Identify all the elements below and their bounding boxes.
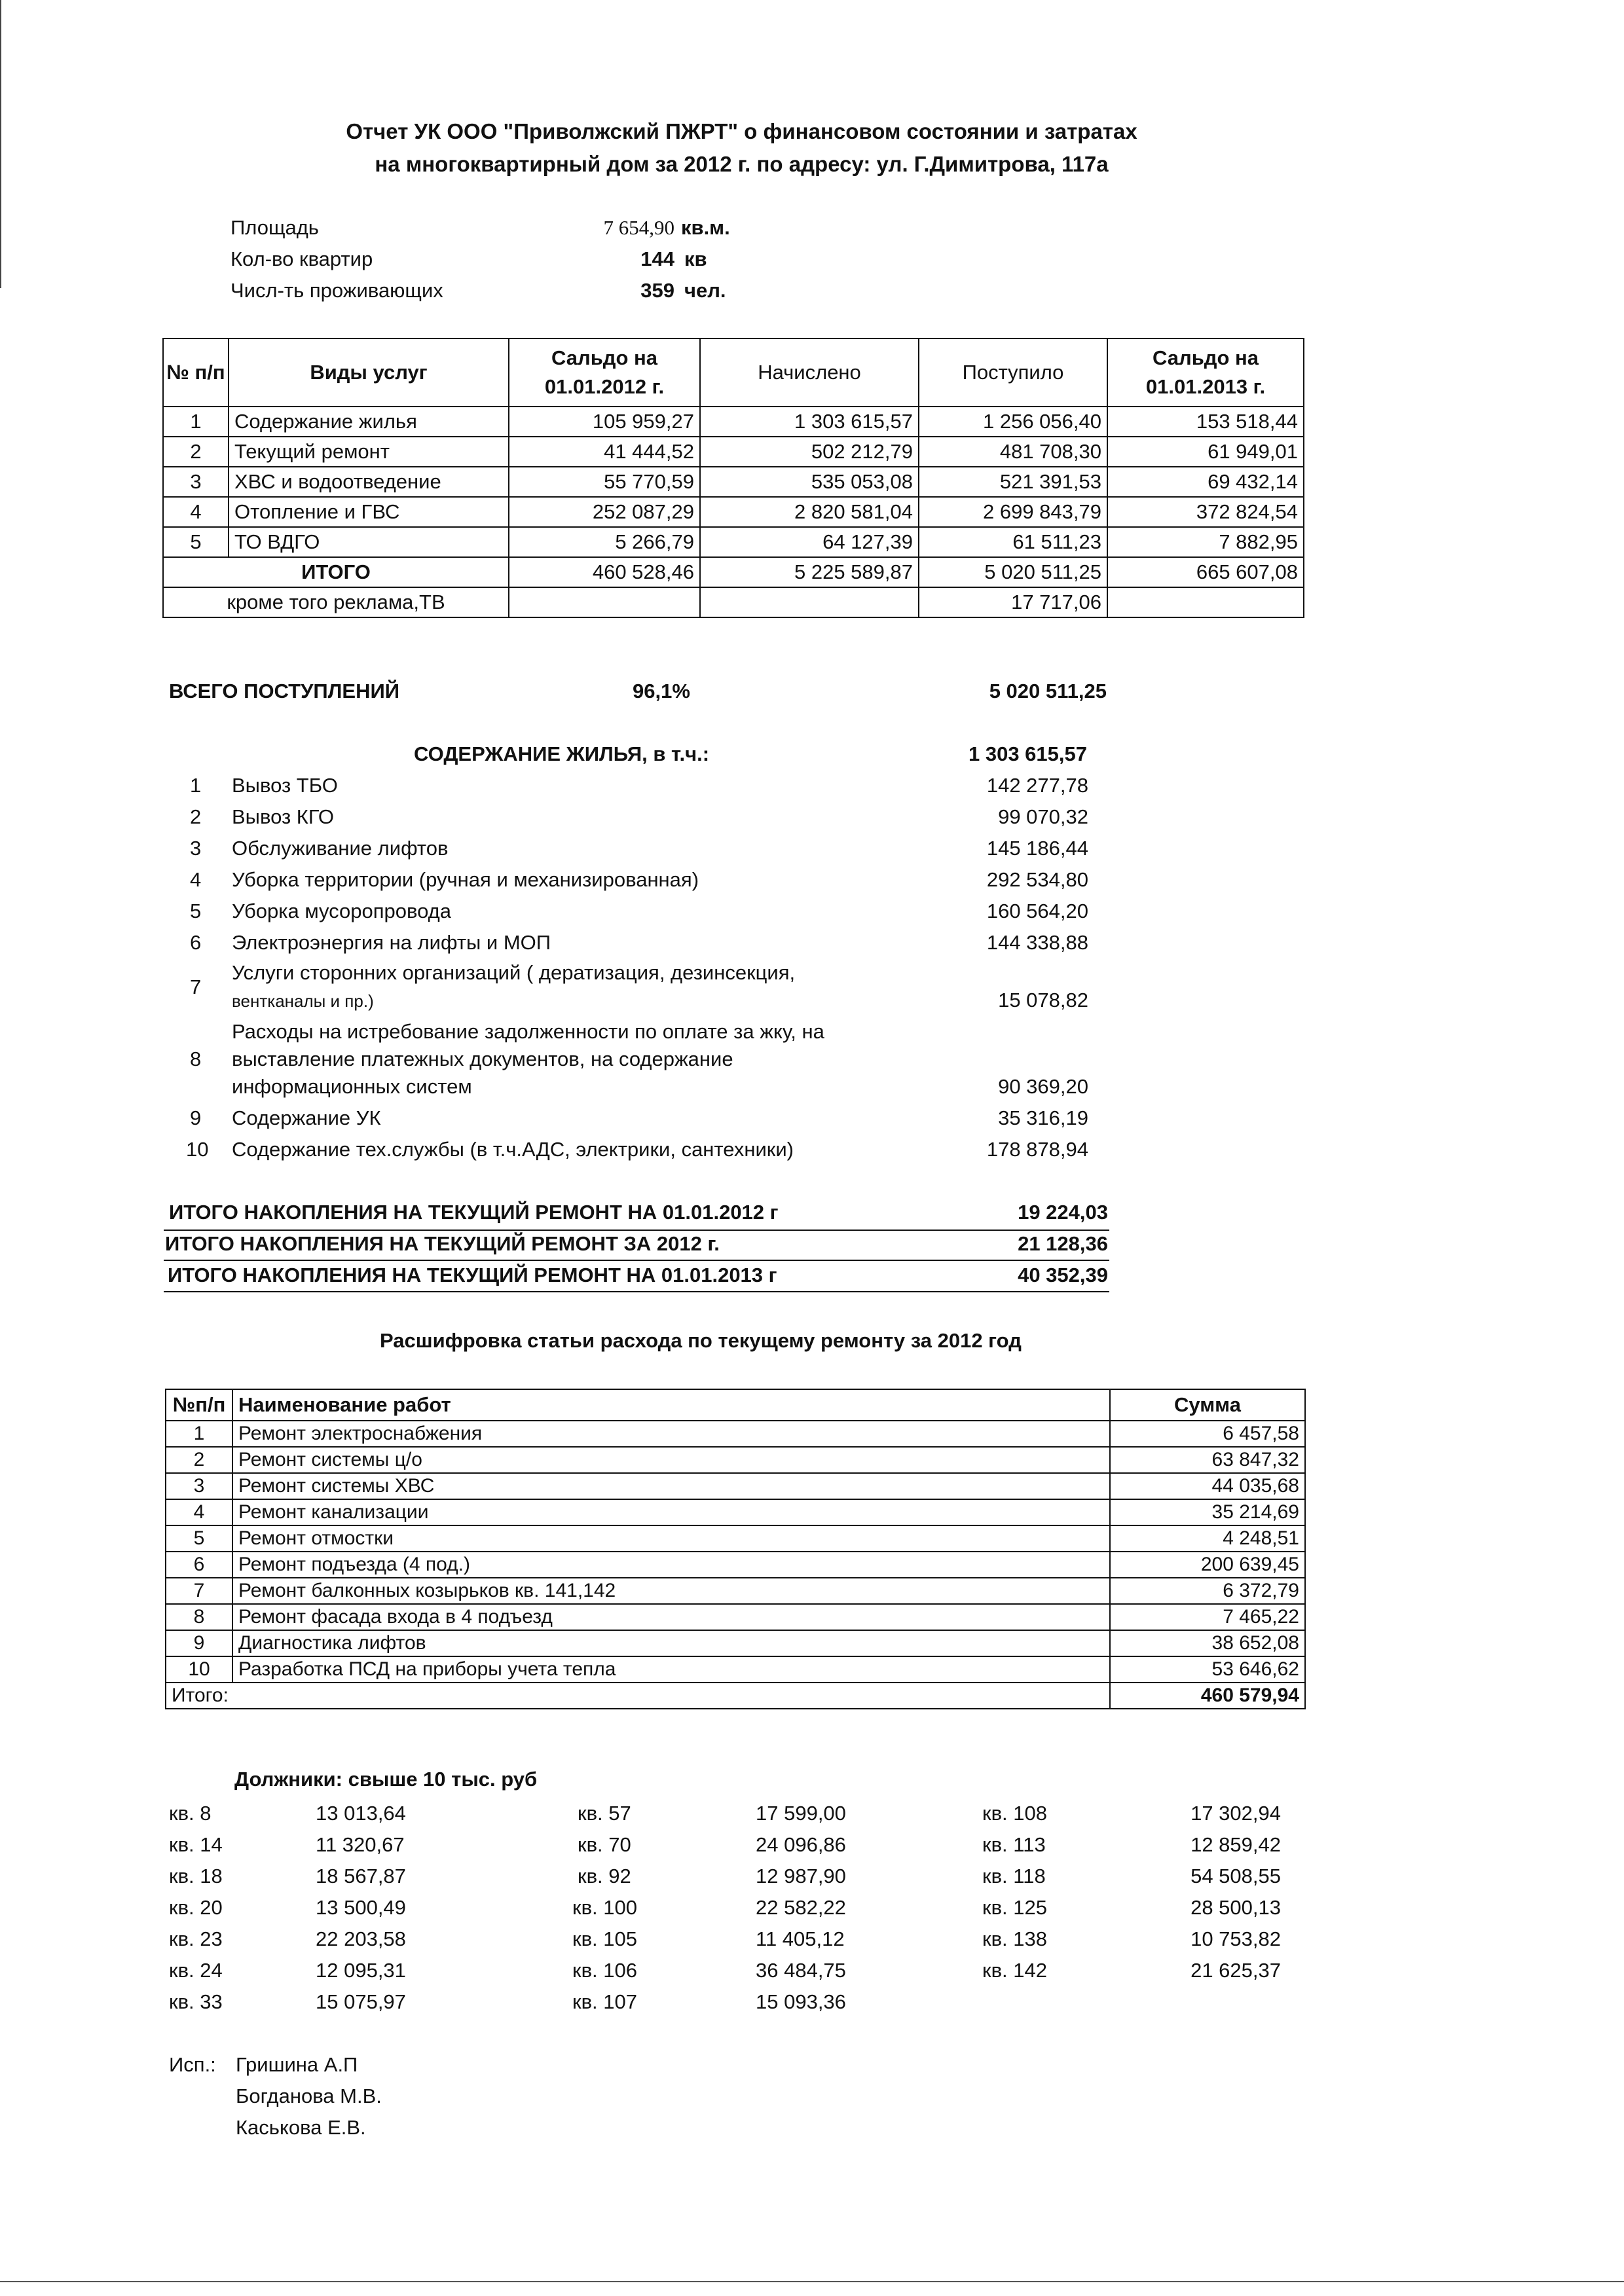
debtors-heading: Должники: свыше 10 тыс. руб xyxy=(234,1768,538,1791)
item-num: 8 xyxy=(190,1048,202,1070)
debtor-amount: 10 753,82 xyxy=(1190,1927,1281,1950)
table-row xyxy=(163,467,1304,497)
table-row xyxy=(163,437,1304,467)
item-value: 35 316,19 xyxy=(998,1106,1088,1129)
item-value: 178 878,94 xyxy=(986,1138,1088,1161)
header-service: Виды услуг xyxy=(229,338,509,407)
debtor-amount: 15 093,36 xyxy=(756,1990,846,2013)
debtor-apt: кв. 18 xyxy=(169,1865,223,1887)
row-sum: 200 639,45 xyxy=(1110,1552,1305,1578)
executor-name: Гришина А.П xyxy=(236,2053,358,2076)
row-num: 1 xyxy=(166,1421,232,1447)
divider-line xyxy=(164,1230,1109,1231)
document-title xyxy=(0,115,1483,181)
item-label: Уборка мусоропровода xyxy=(232,900,452,922)
table-row xyxy=(166,1630,1305,1656)
row-work-name: Ремонт канализации xyxy=(232,1499,1110,1525)
debtor-apt: кв. 14 xyxy=(169,1833,223,1856)
row-num: 4 xyxy=(163,497,229,527)
debtor-apt: кв. 33 xyxy=(169,1990,223,2013)
row-num: 3 xyxy=(166,1473,232,1499)
debtor-amount: 17 302,94 xyxy=(1190,1802,1281,1825)
row-saldo-end: 61 949,01 xyxy=(1107,437,1304,467)
accumulation-label-year: ИТОГО НАКОПЛЕНИЯ НА ТЕКУЩИЙ РЕМОНТ ЗА 2012 г. xyxy=(165,1232,720,1255)
row-charged: 2 820 581,04 xyxy=(700,497,919,527)
debtor-amount: 12 095,31 xyxy=(316,1959,406,1982)
row-service: ХВС и водоотведение xyxy=(229,467,509,497)
row-saldo-start: 5 266,79 xyxy=(509,527,700,557)
row-saldo-start: 252 087,29 xyxy=(509,497,700,527)
executor-name: Богданова М.В. xyxy=(236,2085,382,2107)
debtor-amount: 22 582,22 xyxy=(756,1896,846,1919)
row-work-name: Ремонт подъезда (4 под.) xyxy=(232,1552,1110,1578)
item-label: Уборка территории (ручная и механизированная) xyxy=(232,868,699,891)
item-label: Вывоз КГО xyxy=(232,805,335,828)
row-saldo-end: 372 824,54 xyxy=(1107,497,1304,527)
header-saldo-start: Сальдо на 01.01.2012 г. xyxy=(509,338,700,407)
services-header-row xyxy=(163,338,1304,407)
debtor-amount: 22 203,58 xyxy=(316,1927,406,1950)
row-service: Отопление и ГВС xyxy=(229,497,509,527)
info-unit-residents: чел. xyxy=(684,279,726,302)
table-row xyxy=(166,1525,1305,1552)
item-value: 145 186,44 xyxy=(986,837,1088,860)
row-charged: 535 053,08 xyxy=(700,467,919,497)
info-value-residents: 359 xyxy=(640,279,674,302)
debtor-amount: 13 500,49 xyxy=(316,1896,406,1919)
table-row xyxy=(166,1656,1305,1683)
debtor-apt: кв. 20 xyxy=(169,1896,223,1919)
item-value: 15 078,82 xyxy=(998,989,1088,1011)
row-num: 5 xyxy=(166,1525,232,1552)
divider-line xyxy=(164,1291,1109,1292)
table-row xyxy=(166,1499,1305,1525)
total-saldo-start: 460 528,46 xyxy=(509,557,700,587)
debtor-apt: кв. 105 xyxy=(572,1927,637,1950)
accumulation-value-end: 40 352,39 xyxy=(1018,1264,1108,1286)
accumulation-label-start: ИТОГО НАКОПЛЕНИЯ НА ТЕКУЩИЙ РЕМОНТ НА 01.01.2012 г xyxy=(169,1201,779,1224)
services-table xyxy=(162,338,1304,618)
total-receipts-label: ВСЕГО ПОСТУПЛЕНИЙ xyxy=(169,680,400,702)
info-unit-area: кв.м. xyxy=(681,216,730,239)
row-num: 2 xyxy=(163,437,229,467)
item-num: 7 xyxy=(190,975,202,998)
debtor-amount: 15 075,97 xyxy=(316,1990,406,2013)
header-num: №п/п xyxy=(166,1389,232,1421)
row-num: 9 xyxy=(166,1630,232,1656)
table-row xyxy=(166,1473,1305,1499)
debtor-apt: кв. 108 xyxy=(982,1802,1047,1825)
debtor-amount: 13 013,64 xyxy=(316,1802,406,1825)
debtor-apt: кв. 8 xyxy=(169,1802,212,1825)
row-received: 61 511,23 xyxy=(919,527,1107,557)
total-label: ИТОГО xyxy=(163,557,509,587)
debtor-apt: кв. 70 xyxy=(578,1833,631,1856)
table-row xyxy=(163,527,1304,557)
extra-empty-cell xyxy=(509,587,700,617)
extra-empty-cell xyxy=(1107,587,1304,617)
item-label: Вывоз ТБО xyxy=(232,774,338,797)
item-num: 6 xyxy=(190,931,202,954)
table-row xyxy=(166,1421,1305,1447)
row-num: 7 xyxy=(166,1578,232,1604)
row-saldo-start: 55 770,59 xyxy=(509,467,700,497)
info-value-area: 7 654,90 xyxy=(603,216,674,239)
item-num: 9 xyxy=(190,1106,202,1129)
row-sum: 44 035,68 xyxy=(1110,1473,1305,1499)
table-row xyxy=(166,1604,1305,1630)
row-num: 8 xyxy=(166,1604,232,1630)
row-work-name: Ремонт фасада входа в 4 подъезд xyxy=(232,1604,1110,1630)
title-line-2: на многоквартирный дом за 2012 г. по адресу: ул. Г.Димитрова, 117а xyxy=(375,152,1109,176)
scan-edge-line xyxy=(0,2281,1624,2282)
row-work-name: Ремонт отмостки xyxy=(232,1525,1110,1552)
row-received: 521 391,53 xyxy=(919,467,1107,497)
executor-name: Каськова Е.В. xyxy=(236,2116,366,2139)
row-sum: 7 465,22 xyxy=(1110,1604,1305,1630)
row-saldo-end: 153 518,44 xyxy=(1107,407,1304,437)
row-sum: 38 652,08 xyxy=(1110,1630,1305,1656)
item-num: 3 xyxy=(190,837,202,860)
info-unit-apartments: кв xyxy=(684,247,707,270)
item-label: Услуги сторонних организаций ( дератизация, дезинсекция, xyxy=(232,961,796,984)
item-num: 5 xyxy=(190,900,202,922)
debtor-amount: 28 500,13 xyxy=(1190,1896,1281,1919)
item-value: 142 277,78 xyxy=(986,774,1088,797)
row-sum: 4 248,51 xyxy=(1110,1525,1305,1552)
maintenance-heading: СОДЕРЖАНИЕ ЖИЛЬЯ, в т.ч.: xyxy=(414,742,710,765)
debtor-amount: 12 859,42 xyxy=(1190,1833,1281,1856)
extra-row xyxy=(163,587,1304,617)
row-work-name: Ремонт балконных козырьков кв. 141,142 xyxy=(232,1578,1110,1604)
row-saldo-start: 41 444,52 xyxy=(509,437,700,467)
header-sum: Сумма xyxy=(1110,1389,1305,1421)
item-label: Расходы на истребование задолженности по оплате за жку, на xyxy=(232,1020,824,1043)
row-sum: 6 372,79 xyxy=(1110,1578,1305,1604)
divider-line xyxy=(164,1260,1109,1261)
scan-edge-line xyxy=(0,0,1,288)
header-charged: Начислено xyxy=(700,338,919,407)
row-num: 3 xyxy=(163,467,229,497)
debtor-apt: кв. 118 xyxy=(982,1865,1046,1887)
title-line-1: Отчет УК ООО "Приволжский ПЖРТ" о финансовом состоянии и затратах xyxy=(346,119,1137,143)
item-label-cont: выставление платежных документов, на содержание xyxy=(232,1048,733,1070)
item-label: Электроэнергия на лифты и МОП xyxy=(232,931,551,954)
debtor-amount: 54 508,55 xyxy=(1190,1865,1281,1887)
debtor-amount: 18 567,87 xyxy=(316,1865,406,1887)
header-work-name: Наименование работ xyxy=(232,1389,1110,1421)
item-value: 144 338,88 xyxy=(986,931,1088,954)
debtor-amount: 12 987,90 xyxy=(756,1865,846,1887)
item-label: Содержание тех.службы (в т.ч.АДС, электрики, сантехники) xyxy=(232,1138,794,1161)
row-work-name: Диагностика лифтов xyxy=(232,1630,1110,1656)
row-saldo-end: 7 882,95 xyxy=(1107,527,1304,557)
item-num: 4 xyxy=(190,868,202,891)
debtor-apt: кв. 24 xyxy=(169,1959,223,1982)
maintenance-total: 1 303 615,57 xyxy=(968,742,1087,765)
total-row xyxy=(166,1683,1305,1709)
debtor-apt: кв. 57 xyxy=(578,1802,631,1825)
debtor-amount: 24 096,86 xyxy=(756,1833,846,1856)
extra-label: кроме того реклама,ТВ xyxy=(163,587,509,617)
debtor-amount: 21 625,37 xyxy=(1190,1959,1281,1982)
debtor-apt: кв. 23 xyxy=(169,1927,223,1950)
item-value: 90 369,20 xyxy=(998,1075,1088,1098)
info-label-area: Площадь xyxy=(231,216,319,239)
item-label-cont: информационных систем xyxy=(232,1075,472,1098)
row-sum: 6 457,58 xyxy=(1110,1421,1305,1447)
row-num: 1 xyxy=(163,407,229,437)
row-charged: 1 303 615,57 xyxy=(700,407,919,437)
row-num: 4 xyxy=(166,1499,232,1525)
item-value: 292 534,80 xyxy=(986,868,1088,891)
table-row xyxy=(166,1578,1305,1604)
row-received: 2 699 843,79 xyxy=(919,497,1107,527)
debtor-amount: 17 599,00 xyxy=(756,1802,846,1825)
row-service: Содержание жилья xyxy=(229,407,509,437)
item-value: 99 070,32 xyxy=(998,805,1088,828)
debtor-amount: 11 405,12 xyxy=(756,1927,845,1950)
row-service: Текущий ремонт xyxy=(229,437,509,467)
item-num: 1 xyxy=(190,774,202,797)
row-work-name: Ремонт системы ХВС xyxy=(232,1473,1110,1499)
debtor-apt: кв. 125 xyxy=(982,1896,1047,1919)
debtor-apt: кв. 142 xyxy=(982,1959,1047,1982)
item-value: 160 564,20 xyxy=(986,900,1088,922)
row-work-name: Ремонт системы ц/о xyxy=(232,1447,1110,1473)
repair-heading: Расшифровка статьи расхода по текущему ремонту за 2012 год xyxy=(380,1329,1022,1352)
item-label-cont: вентканалы и пр.) xyxy=(232,991,374,1011)
row-num: 5 xyxy=(163,527,229,557)
debtor-apt: кв. 138 xyxy=(982,1927,1047,1950)
row-work-name: Разработка ПСД на приборы учета тепла xyxy=(232,1656,1110,1683)
item-label: Обслуживание лифтов xyxy=(232,837,449,860)
total-sum: 460 579,94 xyxy=(1110,1683,1305,1709)
table-row xyxy=(163,407,1304,437)
debtor-apt: кв. 106 xyxy=(572,1959,637,1982)
extra-received: 17 717,06 xyxy=(919,587,1107,617)
item-num: 10 xyxy=(186,1138,209,1161)
header-num: № п/п xyxy=(163,338,229,407)
row-received: 481 708,30 xyxy=(919,437,1107,467)
row-received: 1 256 056,40 xyxy=(919,407,1107,437)
debtor-apt: кв. 100 xyxy=(572,1896,637,1919)
extra-empty-cell xyxy=(700,587,919,617)
header-saldo-end: Сальдо на 01.01.2013 г. xyxy=(1107,338,1304,407)
row-num: 10 xyxy=(166,1656,232,1683)
repair-header-row xyxy=(166,1389,1305,1421)
item-num: 2 xyxy=(190,805,202,828)
header-received: Поступило xyxy=(919,338,1107,407)
executors-label: Исп.: xyxy=(169,2053,216,2076)
row-num: 2 xyxy=(166,1447,232,1473)
total-label: Итого: xyxy=(166,1683,1110,1709)
table-row xyxy=(166,1447,1305,1473)
row-num: 6 xyxy=(166,1552,232,1578)
info-label-apartments: Кол-во квартир xyxy=(231,247,373,270)
row-sum: 53 646,62 xyxy=(1110,1656,1305,1683)
accumulation-value-start: 19 224,03 xyxy=(1018,1201,1108,1224)
debtor-amount: 36 484,75 xyxy=(756,1959,846,1982)
row-charged: 64 127,39 xyxy=(700,527,919,557)
debtor-amount: 11 320,67 xyxy=(316,1833,405,1856)
total-receipts-value: 5 020 511,25 xyxy=(989,680,1107,702)
row-sum: 63 847,32 xyxy=(1110,1447,1305,1473)
total-row xyxy=(163,557,1304,587)
repair-table xyxy=(165,1389,1306,1709)
item-label: Содержание УК xyxy=(232,1106,381,1129)
table-row xyxy=(166,1552,1305,1578)
accumulation-value-year: 21 128,36 xyxy=(1018,1232,1108,1255)
row-service: ТО ВДГО xyxy=(229,527,509,557)
row-work-name: Ремонт электроснабжения xyxy=(232,1421,1110,1447)
debtor-apt: кв. 107 xyxy=(572,1990,637,2013)
total-charged: 5 225 589,87 xyxy=(700,557,919,587)
table-row xyxy=(163,497,1304,527)
row-charged: 502 212,79 xyxy=(700,437,919,467)
row-saldo-end: 69 432,14 xyxy=(1107,467,1304,497)
total-saldo-end: 665 607,08 xyxy=(1107,557,1304,587)
accumulation-label-end: ИТОГО НАКОПЛЕНИЯ НА ТЕКУЩИЙ РЕМОНТ НА 01.01.2013 г xyxy=(168,1264,777,1286)
total-receipts-percent: 96,1% xyxy=(633,680,690,702)
debtor-apt: кв. 113 xyxy=(982,1833,1046,1856)
debtor-apt: кв. 92 xyxy=(578,1865,631,1887)
row-sum: 35 214,69 xyxy=(1110,1499,1305,1525)
info-label-residents: Числ-ть проживающих xyxy=(231,279,443,302)
info-value-apartments: 144 xyxy=(640,247,674,270)
total-received: 5 020 511,25 xyxy=(919,557,1107,587)
row-saldo-start: 105 959,27 xyxy=(509,407,700,437)
